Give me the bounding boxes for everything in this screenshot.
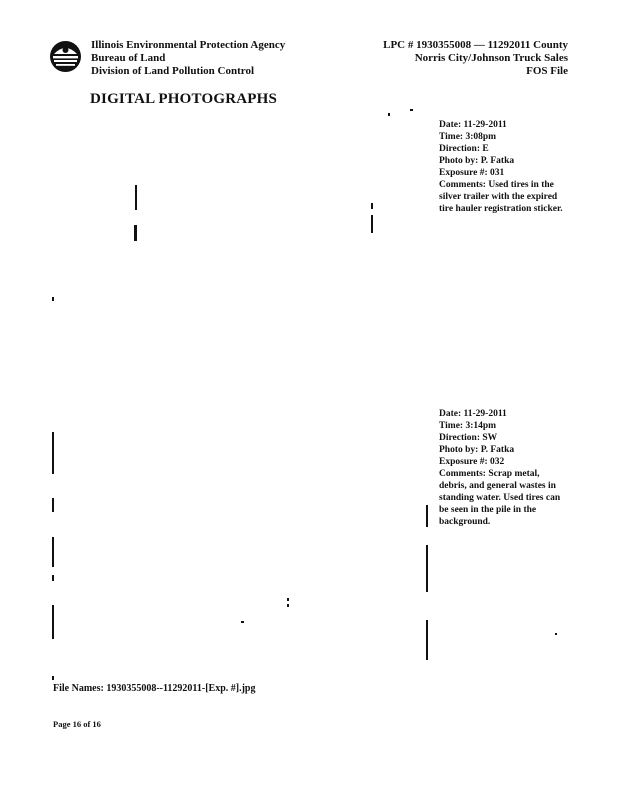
illinois-epa-seal-icon [49,40,82,73]
photo-direction: Direction: SW [439,433,498,443]
photo-exposure: Exposure #: 032 [439,457,505,467]
lpc-number: LPC # 1930355008 — 11292011 County [383,39,568,51]
site-header [383,39,568,78]
scan-mark [426,545,428,592]
scan-mark [287,598,289,601]
photo-time: Time: 3:08pm [439,132,497,142]
scan-mark [410,109,413,111]
photo-author: Photo by: P. Fatka [439,445,515,455]
photo-comments: Comments: Scrap metal, debris, and general wastes in standing water. Used tires can be seen in the pile in the background. [439,469,561,527]
scan-mark [52,498,54,512]
scan-mark [52,537,54,567]
scan-mark [135,185,137,210]
scan-mark [52,575,54,581]
page-title: DIGITAL PHOTOGRAPHS [90,91,278,107]
scan-mark [52,297,54,301]
photo-author: Photo by: P. Fatka [439,156,515,166]
file-names: File Names: 1930355008--11292011-[Exp. #].jpg [53,683,256,694]
photo-date: Date: 11-29-2011 [439,409,507,419]
agency-name: Illinois Environmental Protection Agency [91,39,286,51]
scan-mark [426,505,428,527]
photo-direction: Direction: E [439,144,489,154]
agency-header [91,39,285,78]
scan-mark [371,215,373,233]
scan-mark [287,604,289,607]
scan-mark [241,621,244,623]
scan-mark [52,432,54,474]
photo-time: Time: 3:14pm [439,421,497,431]
division-name: Division of Land Pollution Control [91,65,254,77]
scan-mark [388,113,390,116]
scan-mark [371,203,373,209]
scan-mark [555,633,557,635]
scan-mark [52,676,54,680]
photo-comments: Comments: Used tires in the silver trailer with the expired tire hauler registration sticker. [439,180,563,214]
file-type: FOS File [526,65,568,77]
scan-mark [134,225,137,241]
site-name: Norris City/Johnson Truck Sales [414,52,568,64]
photo-caption-2 [439,408,567,528]
scan-mark [52,605,54,639]
photo-date: Date: 11-29-2011 [439,120,507,130]
photo-caption-1 [439,119,567,215]
bureau-name: Bureau of Land [91,52,166,64]
scan-mark [426,620,428,660]
page-number: Page 16 of 16 [53,719,101,729]
photo-exposure: Exposure #: 031 [439,168,505,178]
